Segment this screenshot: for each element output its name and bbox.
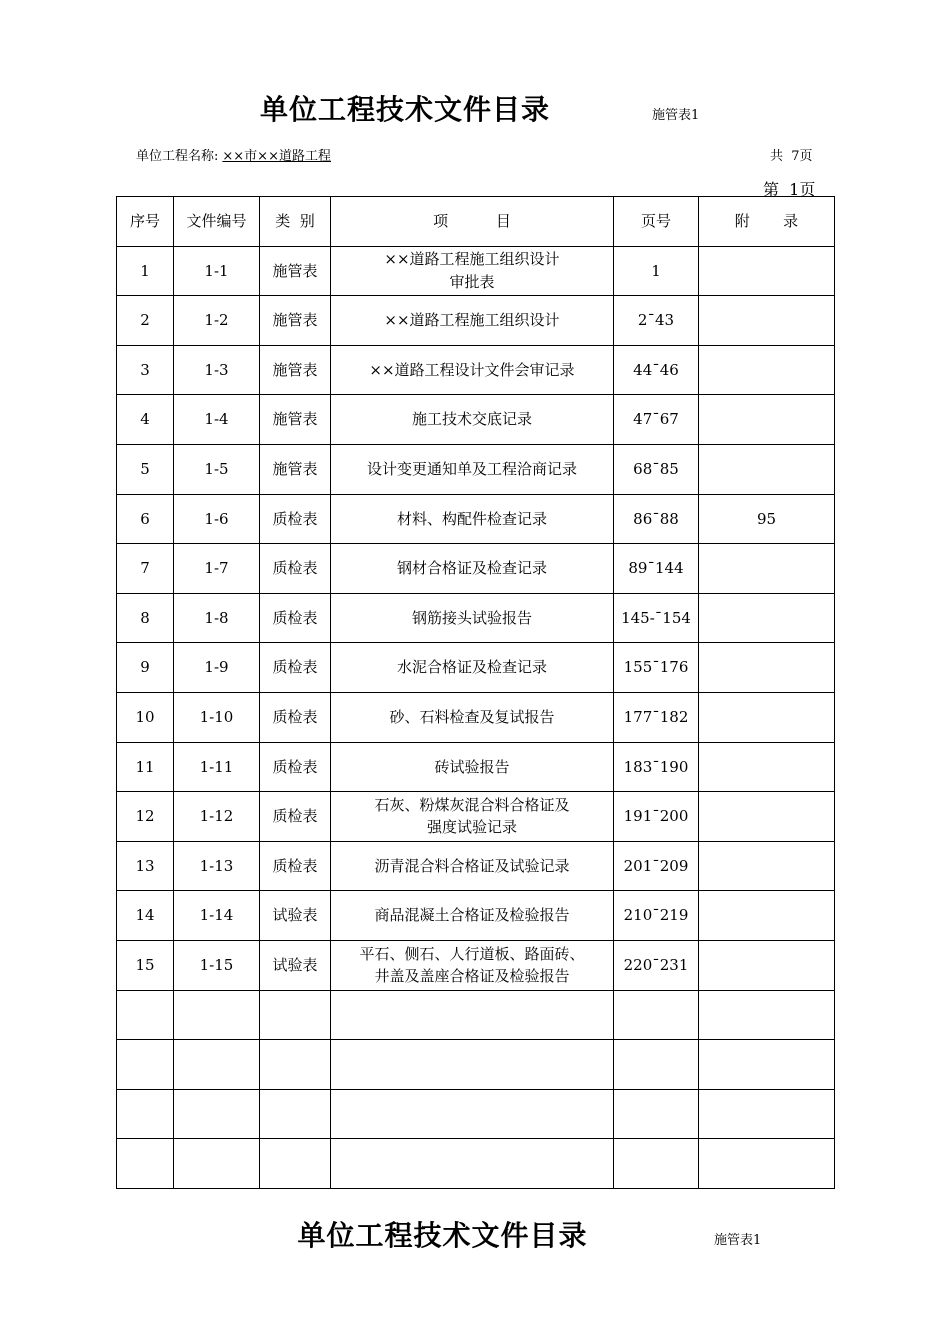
table-row bbox=[117, 841, 835, 891]
row-code: 1-11 bbox=[174, 742, 260, 792]
row-category bbox=[260, 1089, 331, 1139]
row-item: 砖试验报告 bbox=[331, 742, 614, 792]
row-appendix bbox=[699, 395, 835, 445]
row-pages: 86¯88 bbox=[614, 494, 699, 544]
table-row bbox=[117, 544, 835, 594]
row-pages: 1 bbox=[614, 246, 699, 296]
page-title: 单位工程技术文件目录 bbox=[259, 93, 550, 126]
row-no: 10 bbox=[117, 692, 174, 742]
row-appendix bbox=[699, 841, 835, 891]
row-pages bbox=[614, 1139, 699, 1189]
row-category: 施管表 bbox=[260, 395, 331, 445]
col-header-appendix: 附 录 bbox=[699, 197, 835, 247]
table-row bbox=[117, 692, 835, 742]
row-code: 1-1 bbox=[174, 246, 260, 296]
row-category: 质检表 bbox=[260, 692, 331, 742]
row-item: 材料、构配件检查记录 bbox=[331, 494, 614, 544]
row-code bbox=[174, 1089, 260, 1139]
row-category bbox=[260, 1040, 331, 1090]
row-category: 施管表 bbox=[260, 246, 331, 296]
row-no: 7 bbox=[117, 544, 174, 594]
row-appendix bbox=[699, 692, 835, 742]
row-code: 1-14 bbox=[174, 891, 260, 941]
row-appendix bbox=[699, 742, 835, 792]
row-code: 1-8 bbox=[174, 593, 260, 643]
row-no: 1 bbox=[117, 246, 174, 296]
table-row bbox=[117, 643, 835, 693]
row-pages: 183¯190 bbox=[614, 742, 699, 792]
row-appendix bbox=[699, 940, 835, 990]
table-row bbox=[117, 296, 835, 346]
row-pages: 145-¯154 bbox=[614, 593, 699, 643]
row-pages: 201¯209 bbox=[614, 841, 699, 891]
table-header-row bbox=[117, 197, 835, 247]
row-code: 1-13 bbox=[174, 841, 260, 891]
row-appendix bbox=[699, 296, 835, 346]
row-pages bbox=[614, 990, 699, 1040]
row-item: 砂、石料检查及复试报告 bbox=[331, 692, 614, 742]
row-pages: 177¯182 bbox=[614, 692, 699, 742]
col-header-code: 文件编号 bbox=[174, 197, 260, 247]
table-row bbox=[117, 593, 835, 643]
table-row bbox=[117, 1040, 835, 1090]
row-category: 质检表 bbox=[260, 841, 331, 891]
table-row bbox=[117, 395, 835, 445]
row-no: 3 bbox=[117, 345, 174, 395]
row-pages: 89¯144 bbox=[614, 544, 699, 594]
row-pages: 68¯85 bbox=[614, 444, 699, 494]
row-appendix bbox=[699, 1089, 835, 1139]
row-appendix bbox=[699, 990, 835, 1040]
row-code: 1-7 bbox=[174, 544, 260, 594]
row-item: 钢筋接头试验报告 bbox=[331, 593, 614, 643]
table-row bbox=[117, 494, 835, 544]
row-pages: 220¯231 bbox=[614, 940, 699, 990]
row-item: 石灰、粉煤灰混合料合格证及 强度试验记录 bbox=[331, 792, 614, 842]
row-category: 施管表 bbox=[260, 444, 331, 494]
row-no: 9 bbox=[117, 643, 174, 693]
row-category: 施管表 bbox=[260, 345, 331, 395]
row-code bbox=[174, 990, 260, 1040]
row-item: 钢材合格证及检查记录 bbox=[331, 544, 614, 594]
row-code: 1-12 bbox=[174, 792, 260, 842]
table-row bbox=[117, 792, 835, 842]
row-pages: 155¯176 bbox=[614, 643, 699, 693]
row-appendix bbox=[699, 643, 835, 693]
row-category bbox=[260, 990, 331, 1040]
row-code bbox=[174, 1040, 260, 1090]
row-pages: 2¯43 bbox=[614, 296, 699, 346]
table-row bbox=[117, 1089, 835, 1139]
row-category: 质检表 bbox=[260, 593, 331, 643]
row-no: 6 bbox=[117, 494, 174, 544]
row-pages: 210¯219 bbox=[614, 891, 699, 941]
row-no: 11 bbox=[117, 742, 174, 792]
table-row bbox=[117, 940, 835, 990]
row-code: 1-6 bbox=[174, 494, 260, 544]
row-code: 1-2 bbox=[174, 296, 260, 346]
row-code: 1-5 bbox=[174, 444, 260, 494]
page2-title: 单位工程技术文件目录 bbox=[297, 1219, 588, 1252]
row-appendix bbox=[699, 1139, 835, 1189]
row-no bbox=[117, 1040, 174, 1090]
row-category bbox=[260, 1139, 331, 1189]
row-item bbox=[331, 1040, 614, 1090]
row-appendix bbox=[699, 544, 835, 594]
row-appendix bbox=[699, 345, 835, 395]
row-category: 质检表 bbox=[260, 544, 331, 594]
table-row bbox=[117, 891, 835, 941]
row-code: 1-4 bbox=[174, 395, 260, 445]
row-no bbox=[117, 1089, 174, 1139]
total-pages: 共 7页 bbox=[770, 149, 813, 164]
row-category: 施管表 bbox=[260, 296, 331, 346]
row-category: 质检表 bbox=[260, 494, 331, 544]
table-row bbox=[117, 345, 835, 395]
table-row bbox=[117, 1139, 835, 1189]
row-item: 沥青混合料合格证及试验记录 bbox=[331, 841, 614, 891]
row-pages: 44¯46 bbox=[614, 345, 699, 395]
project-name-label: 单位工程名称: bbox=[136, 149, 219, 164]
table-row bbox=[117, 742, 835, 792]
row-no: 15 bbox=[117, 940, 174, 990]
row-category: 试验表 bbox=[260, 940, 331, 990]
row-no bbox=[117, 1139, 174, 1189]
row-pages bbox=[614, 1089, 699, 1139]
form-number: 施管表1 bbox=[652, 108, 700, 123]
row-item bbox=[331, 1089, 614, 1139]
row-appendix bbox=[699, 444, 835, 494]
row-appendix bbox=[699, 792, 835, 842]
row-code: 1-9 bbox=[174, 643, 260, 693]
row-pages: 191¯200 bbox=[614, 792, 699, 842]
row-category: 质检表 bbox=[260, 792, 331, 842]
row-item: 施工技术交底记录 bbox=[331, 395, 614, 445]
row-item: 设计变更通知单及工程洽商记录 bbox=[331, 444, 614, 494]
table-row bbox=[117, 990, 835, 1040]
row-item: ××道路工程施工组织设计 审批表 bbox=[331, 246, 614, 296]
row-no: 2 bbox=[117, 296, 174, 346]
page2-form-number: 施管表1 bbox=[714, 1233, 762, 1248]
catalog-table bbox=[116, 196, 835, 1189]
row-category: 质检表 bbox=[260, 643, 331, 693]
row-code: 1-10 bbox=[174, 692, 260, 742]
col-header-no: 序号 bbox=[117, 197, 174, 247]
row-no: 5 bbox=[117, 444, 174, 494]
row-appendix bbox=[699, 1040, 835, 1090]
row-appendix bbox=[699, 246, 835, 296]
table-row bbox=[117, 246, 835, 296]
row-code: 1-3 bbox=[174, 345, 260, 395]
row-item: 商品混凝土合格证及检验报告 bbox=[331, 891, 614, 941]
row-pages bbox=[614, 1040, 699, 1090]
row-item: ××道路工程施工组织设计 bbox=[331, 296, 614, 346]
row-category: 质检表 bbox=[260, 742, 331, 792]
row-item: ××道路工程设计文件会审记录 bbox=[331, 345, 614, 395]
row-item bbox=[331, 1139, 614, 1189]
project-name-value: ××市××道路工程 bbox=[222, 149, 331, 164]
row-category: 试验表 bbox=[260, 891, 331, 941]
row-code bbox=[174, 1139, 260, 1189]
col-header-pages: 页号 bbox=[614, 197, 699, 247]
row-no: 13 bbox=[117, 841, 174, 891]
row-no: 12 bbox=[117, 792, 174, 842]
row-no: 8 bbox=[117, 593, 174, 643]
row-no: 14 bbox=[117, 891, 174, 941]
row-appendix bbox=[699, 891, 835, 941]
row-item bbox=[331, 990, 614, 1040]
row-code: 1-15 bbox=[174, 940, 260, 990]
row-item: 水泥合格证及检查记录 bbox=[331, 643, 614, 693]
col-header-category: 类 别 bbox=[260, 197, 331, 247]
row-no bbox=[117, 990, 174, 1040]
row-no: 4 bbox=[117, 395, 174, 445]
row-appendix bbox=[699, 593, 835, 643]
row-pages: 47¯67 bbox=[614, 395, 699, 445]
table-row bbox=[117, 444, 835, 494]
col-header-item: 项 目 bbox=[331, 197, 614, 247]
row-item: 平石、侧石、人行道板、路面砖、 井盖及盖座合格证及检验报告 bbox=[331, 940, 614, 990]
row-appendix: 95 bbox=[699, 494, 835, 544]
page-number: 第 1页 bbox=[763, 180, 816, 199]
project-name-row bbox=[136, 145, 331, 164]
